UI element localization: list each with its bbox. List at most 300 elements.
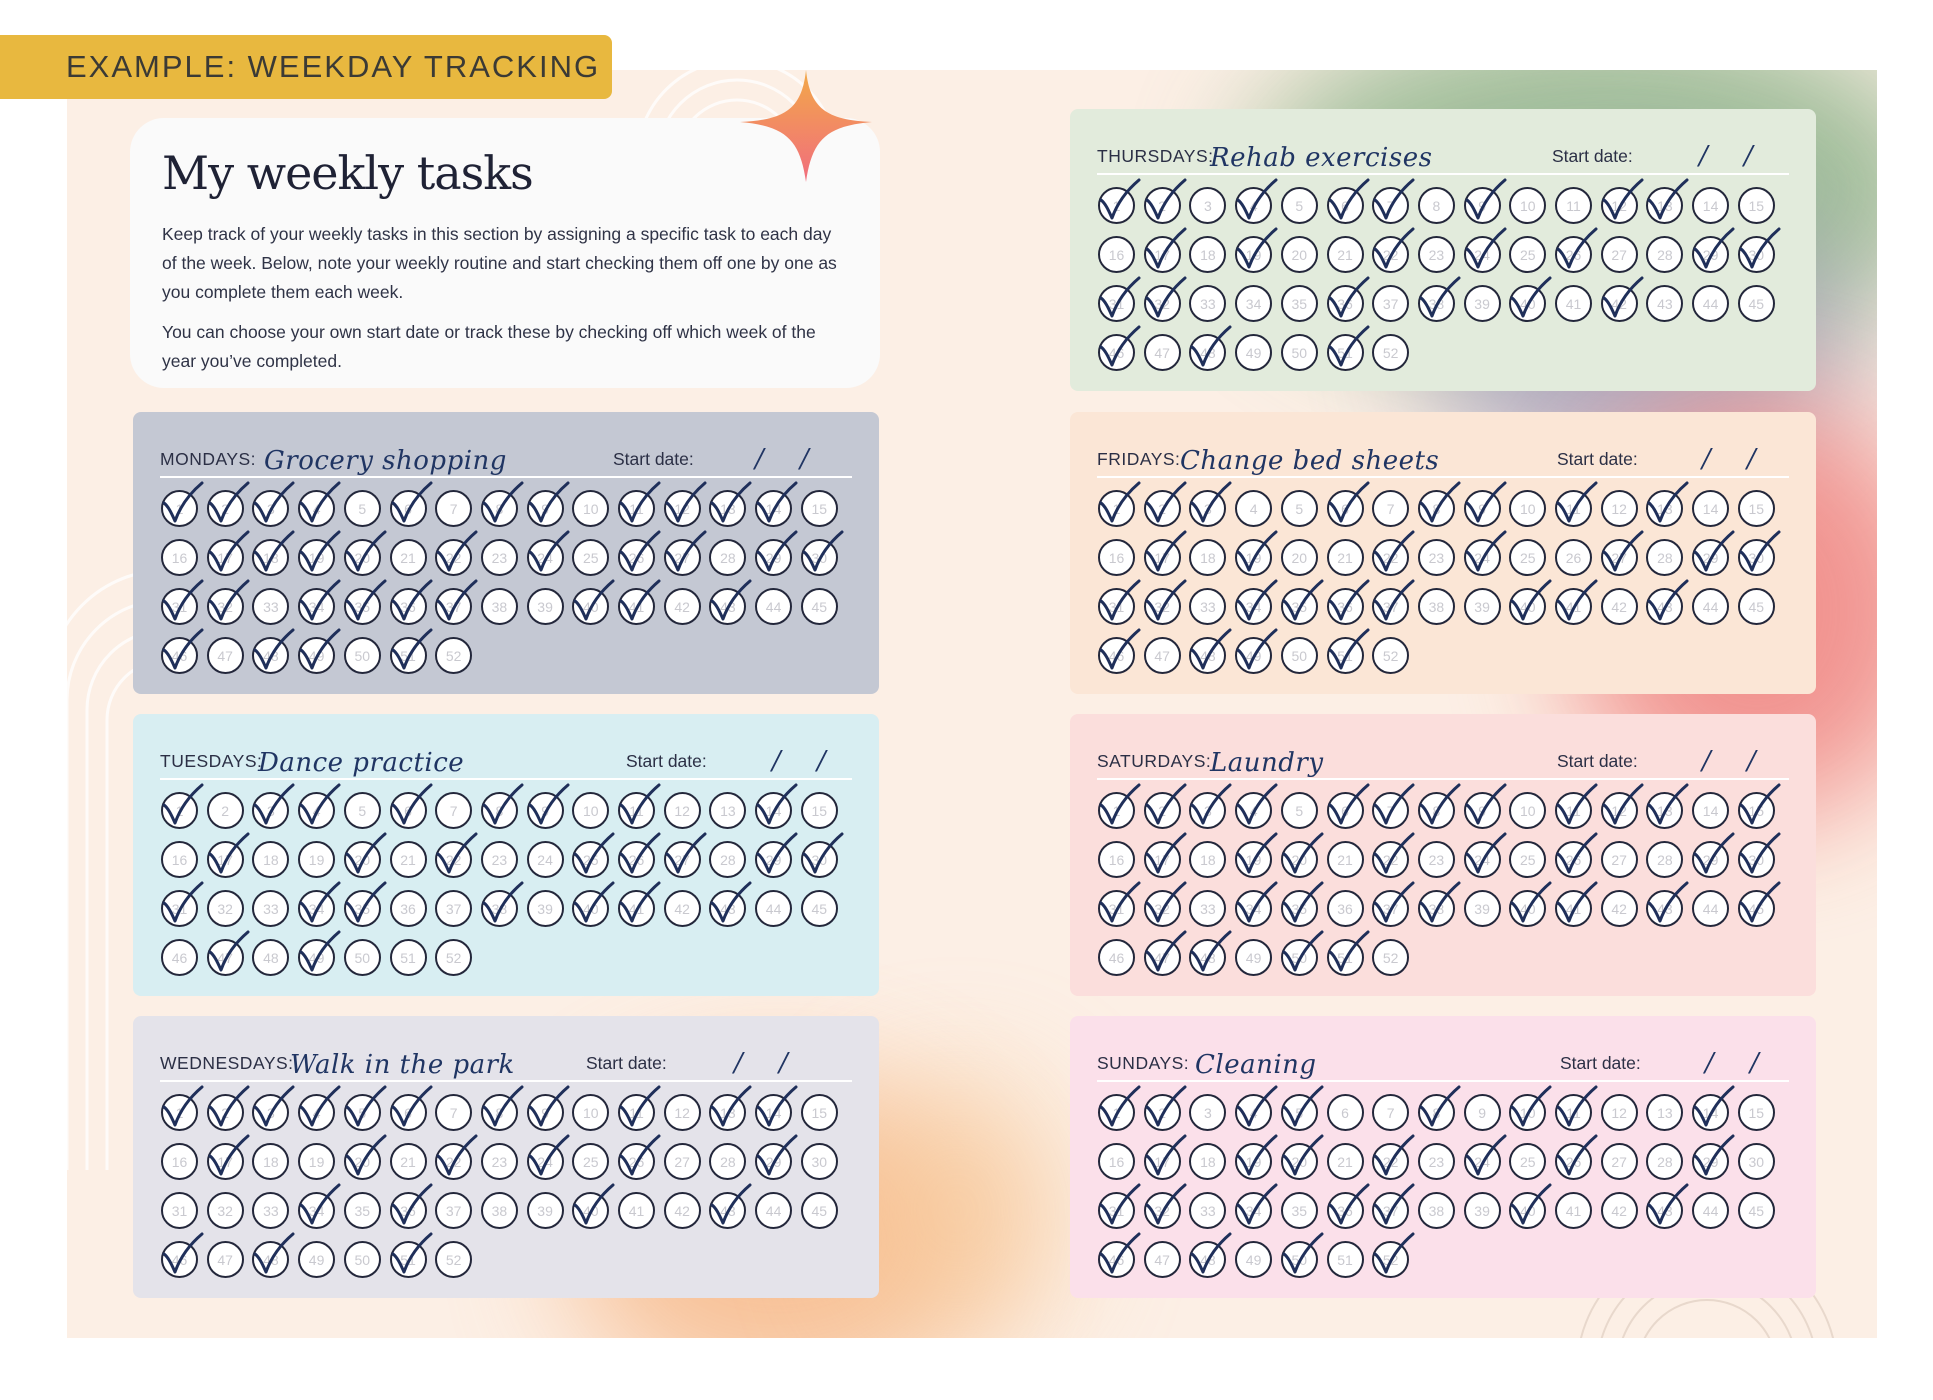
week-circle[interactable]: 27 <box>1601 236 1638 273</box>
week-circle[interactable]: 49 <box>298 637 335 674</box>
week-circle[interactable]: 13 <box>709 1094 746 1131</box>
week-circle[interactable]: 12 <box>664 490 701 527</box>
week-circle[interactable]: 26 <box>618 539 655 576</box>
week-circle[interactable]: 19 <box>1235 539 1272 576</box>
week-circle[interactable]: 34 <box>298 1192 335 1229</box>
week-circle[interactable]: 38 <box>481 588 518 625</box>
task-name[interactable]: Rehab exercises <box>1210 143 1433 173</box>
week-circle[interactable]: 37 <box>435 1192 472 1229</box>
week-circle[interactable]: 24 <box>527 539 564 576</box>
week-circle[interactable]: 37 <box>435 890 472 927</box>
week-circle[interactable]: 20 <box>344 841 381 878</box>
week-circle[interactable]: 45 <box>1738 285 1775 322</box>
week-circle[interactable]: 24 <box>1464 236 1501 273</box>
week-circle[interactable]: 44 <box>1692 1192 1729 1229</box>
week-circle[interactable]: 22 <box>1372 841 1409 878</box>
week-circle[interactable]: 24 <box>527 841 564 878</box>
week-circle[interactable]: 46 <box>161 939 198 976</box>
week-circle[interactable]: 41 <box>1555 285 1592 322</box>
week-circle[interactable]: 45 <box>1738 588 1775 625</box>
week-circle[interactable]: 15 <box>801 792 838 829</box>
week-circle[interactable]: 41 <box>618 890 655 927</box>
week-circle[interactable]: 45 <box>1738 890 1775 927</box>
week-circle[interactable]: 31 <box>161 1192 198 1229</box>
week-circle[interactable]: 49 <box>1235 939 1272 976</box>
week-circle[interactable]: 1 <box>161 792 198 829</box>
week-circle[interactable]: 44 <box>1692 285 1729 322</box>
week-circle[interactable]: 20 <box>1281 1143 1318 1180</box>
week-circle[interactable]: 8 <box>1418 490 1455 527</box>
start-date-separator[interactable]: / <box>755 444 764 474</box>
week-circle[interactable]: 6 <box>390 490 427 527</box>
week-circle[interactable]: 20 <box>344 1143 381 1180</box>
week-circle[interactable]: 11 <box>1555 187 1592 224</box>
week-circle[interactable]: 38 <box>1418 890 1455 927</box>
week-circle[interactable]: 5 <box>344 1094 381 1131</box>
week-circle[interactable]: 2 <box>1144 490 1181 527</box>
week-circle[interactable]: 37 <box>435 588 472 625</box>
week-circle[interactable]: 48 <box>252 939 289 976</box>
week-circle[interactable]: 51 <box>390 939 427 976</box>
start-date-separator[interactable]: / <box>1702 746 1711 776</box>
week-circle[interactable]: 40 <box>572 1192 609 1229</box>
week-circle[interactable]: 3 <box>252 1094 289 1131</box>
week-circle[interactable]: 34 <box>1235 890 1272 927</box>
week-circle[interactable]: 14 <box>1692 792 1729 829</box>
week-circle[interactable]: 25 <box>1509 1143 1546 1180</box>
week-circle[interactable]: 29 <box>1692 1143 1729 1180</box>
week-circle[interactable]: 40 <box>572 588 609 625</box>
task-name[interactable]: Cleaning <box>1195 1050 1317 1080</box>
week-circle[interactable]: 21 <box>390 539 427 576</box>
week-circle[interactable]: 51 <box>390 637 427 674</box>
week-circle[interactable]: 25 <box>1509 236 1546 273</box>
week-circle[interactable]: 9 <box>527 1094 564 1131</box>
week-circle[interactable]: 28 <box>1646 539 1683 576</box>
week-circle[interactable]: 23 <box>1418 841 1455 878</box>
week-circle[interactable]: 10 <box>572 490 609 527</box>
week-circle[interactable]: 6 <box>390 792 427 829</box>
week-circle[interactable]: 31 <box>1098 588 1135 625</box>
week-circle[interactable]: 7 <box>435 1094 472 1131</box>
start-date-separator[interactable]: / <box>1747 444 1756 474</box>
week-circle[interactable]: 46 <box>1098 939 1135 976</box>
week-circle[interactable]: 28 <box>709 539 746 576</box>
week-circle[interactable]: 47 <box>207 637 244 674</box>
week-circle[interactable]: 24 <box>1464 841 1501 878</box>
week-circle[interactable]: 45 <box>801 588 838 625</box>
week-circle[interactable]: 15 <box>801 1094 838 1131</box>
week-circle[interactable]: 48 <box>1189 334 1226 371</box>
week-circle[interactable]: 29 <box>1692 539 1729 576</box>
week-circle[interactable]: 8 <box>1418 792 1455 829</box>
week-circle[interactable]: 38 <box>1418 285 1455 322</box>
week-circle[interactable]: 50 <box>1281 939 1318 976</box>
week-circle[interactable]: 4 <box>298 490 335 527</box>
week-circle[interactable]: 52 <box>435 637 472 674</box>
week-circle[interactable]: 43 <box>709 1192 746 1229</box>
week-circle[interactable]: 9 <box>1464 490 1501 527</box>
week-circle[interactable]: 48 <box>252 637 289 674</box>
week-circle[interactable]: 34 <box>298 588 335 625</box>
week-circle[interactable]: 27 <box>1601 539 1638 576</box>
week-circle[interactable]: 42 <box>664 588 701 625</box>
week-circle[interactable]: 19 <box>1235 841 1272 878</box>
week-circle[interactable]: 50 <box>344 1241 381 1278</box>
week-circle[interactable]: 6 <box>1327 792 1364 829</box>
week-circle[interactable]: 42 <box>1601 588 1638 625</box>
week-circle[interactable]: 4 <box>1235 490 1272 527</box>
week-circle[interactable]: 27 <box>1601 1143 1638 1180</box>
week-circle[interactable]: 39 <box>527 588 564 625</box>
week-circle[interactable]: 36 <box>1327 890 1364 927</box>
week-circle[interactable]: 12 <box>1601 1094 1638 1131</box>
week-circle[interactable]: 17 <box>1144 841 1181 878</box>
week-circle[interactable]: 43 <box>1646 285 1683 322</box>
week-circle[interactable]: 30 <box>1738 236 1775 273</box>
week-circle[interactable]: 30 <box>801 539 838 576</box>
week-circle[interactable]: 23 <box>1418 1143 1455 1180</box>
week-circle[interactable]: 34 <box>1235 588 1272 625</box>
week-circle[interactable]: 33 <box>1189 285 1226 322</box>
week-circle[interactable]: 33 <box>252 1192 289 1229</box>
week-circle[interactable]: 29 <box>1692 236 1729 273</box>
week-circle[interactable]: 3 <box>252 490 289 527</box>
week-circle[interactable]: 5 <box>344 490 381 527</box>
week-circle[interactable]: 36 <box>390 890 427 927</box>
week-circle[interactable]: 8 <box>1418 187 1455 224</box>
week-circle[interactable]: 17 <box>1144 236 1181 273</box>
week-circle[interactable]: 52 <box>1372 334 1409 371</box>
week-circle[interactable]: 13 <box>1646 792 1683 829</box>
task-name[interactable]: Change bed sheets <box>1180 446 1440 476</box>
week-circle[interactable]: 23 <box>1418 539 1455 576</box>
week-circle[interactable]: 21 <box>390 841 427 878</box>
week-circle[interactable]: 38 <box>481 890 518 927</box>
week-circle[interactable]: 11 <box>618 1094 655 1131</box>
week-circle[interactable]: 5 <box>1281 1094 1318 1131</box>
week-circle[interactable]: 46 <box>1098 1241 1135 1278</box>
week-circle[interactable]: 51 <box>1327 334 1364 371</box>
task-name[interactable]: Dance practice <box>258 748 465 778</box>
week-circle[interactable]: 52 <box>435 1241 472 1278</box>
start-date-separator[interactable]: / <box>1699 141 1708 171</box>
week-circle[interactable]: 42 <box>1601 890 1638 927</box>
week-circle[interactable]: 41 <box>1555 890 1592 927</box>
week-circle[interactable]: 37 <box>1372 588 1409 625</box>
week-circle[interactable]: 14 <box>1692 187 1729 224</box>
week-circle[interactable]: 11 <box>1555 792 1592 829</box>
week-circle[interactable]: 3 <box>1189 1094 1226 1131</box>
week-circle[interactable]: 6 <box>1327 490 1364 527</box>
week-circle[interactable]: 4 <box>298 792 335 829</box>
week-circle[interactable]: 21 <box>1327 841 1364 878</box>
week-circle[interactable]: 32 <box>1144 285 1181 322</box>
week-circle[interactable]: 18 <box>1189 539 1226 576</box>
week-circle[interactable]: 52 <box>1372 939 1409 976</box>
week-circle[interactable]: 44 <box>755 1192 792 1229</box>
week-circle[interactable]: 39 <box>1464 285 1501 322</box>
task-name[interactable]: Laundry <box>1210 748 1324 778</box>
week-circle[interactable]: 28 <box>1646 1143 1683 1180</box>
week-circle[interactable]: 27 <box>664 841 701 878</box>
week-circle[interactable]: 16 <box>161 1143 198 1180</box>
week-circle[interactable]: 15 <box>801 490 838 527</box>
week-circle[interactable]: 50 <box>344 939 381 976</box>
week-circle[interactable]: 14 <box>1692 490 1729 527</box>
week-circle[interactable]: 26 <box>1555 841 1592 878</box>
week-circle[interactable]: 13 <box>1646 1094 1683 1131</box>
week-circle[interactable]: 1 <box>1098 1094 1135 1131</box>
week-circle[interactable]: 40 <box>1509 588 1546 625</box>
week-circle[interactable]: 49 <box>298 1241 335 1278</box>
week-circle[interactable]: 10 <box>1509 490 1546 527</box>
week-circle[interactable]: 8 <box>481 490 518 527</box>
week-circle[interactable]: 46 <box>161 1241 198 1278</box>
week-circle[interactable]: 39 <box>1464 1192 1501 1229</box>
week-circle[interactable]: 41 <box>618 588 655 625</box>
week-circle[interactable]: 4 <box>1235 1094 1272 1131</box>
week-circle[interactable]: 32 <box>207 890 244 927</box>
week-circle[interactable]: 11 <box>618 792 655 829</box>
week-circle[interactable]: 23 <box>481 1143 518 1180</box>
week-circle[interactable]: 1 <box>161 1094 198 1131</box>
week-circle[interactable]: 36 <box>390 588 427 625</box>
week-circle[interactable]: 2 <box>1144 792 1181 829</box>
week-circle[interactable]: 18 <box>252 539 289 576</box>
week-circle[interactable]: 16 <box>1098 841 1135 878</box>
week-circle[interactable]: 41 <box>618 1192 655 1229</box>
start-date-separator[interactable]: / <box>1750 1048 1759 1078</box>
week-circle[interactable]: 30 <box>1738 1143 1775 1180</box>
week-circle[interactable]: 22 <box>435 1143 472 1180</box>
week-circle[interactable]: 28 <box>1646 236 1683 273</box>
week-circle[interactable]: 12 <box>664 1094 701 1131</box>
week-circle[interactable]: 29 <box>755 1143 792 1180</box>
week-circle[interactable]: 1 <box>1098 187 1135 224</box>
week-circle[interactable]: 34 <box>1235 1192 1272 1229</box>
week-circle[interactable]: 26 <box>1555 539 1592 576</box>
week-circle[interactable]: 3 <box>1189 490 1226 527</box>
week-circle[interactable]: 38 <box>481 1192 518 1229</box>
week-circle[interactable]: 41 <box>1555 1192 1592 1229</box>
week-circle[interactable]: 26 <box>1555 236 1592 273</box>
week-circle[interactable]: 13 <box>709 490 746 527</box>
week-circle[interactable]: 40 <box>1509 890 1546 927</box>
week-circle[interactable]: 13 <box>709 792 746 829</box>
week-circle[interactable]: 42 <box>1601 285 1638 322</box>
week-circle[interactable]: 7 <box>1372 1094 1409 1131</box>
week-circle[interactable]: 47 <box>207 1241 244 1278</box>
week-circle[interactable]: 33 <box>252 588 289 625</box>
week-circle[interactable]: 2 <box>207 490 244 527</box>
week-circle[interactable]: 29 <box>755 841 792 878</box>
week-circle[interactable]: 4 <box>1235 792 1272 829</box>
start-date-separator[interactable]: / <box>772 746 781 776</box>
week-circle[interactable]: 36 <box>390 1192 427 1229</box>
week-circle[interactable]: 15 <box>1738 187 1775 224</box>
week-circle[interactable]: 51 <box>390 1241 427 1278</box>
week-circle[interactable]: 16 <box>1098 1143 1135 1180</box>
week-circle[interactable]: 4 <box>1235 187 1272 224</box>
week-circle[interactable]: 11 <box>1555 490 1592 527</box>
week-circle[interactable]: 17 <box>207 1143 244 1180</box>
week-circle[interactable]: 3 <box>252 792 289 829</box>
week-circle[interactable]: 34 <box>1235 285 1272 322</box>
week-circle[interactable]: 52 <box>1372 1241 1409 1278</box>
week-circle[interactable]: 18 <box>252 1143 289 1180</box>
week-circle[interactable]: 16 <box>161 841 198 878</box>
week-circle[interactable]: 45 <box>1738 1192 1775 1229</box>
week-circle[interactable]: 35 <box>1281 285 1318 322</box>
week-circle[interactable]: 12 <box>1601 490 1638 527</box>
week-circle[interactable]: 5 <box>344 792 381 829</box>
week-circle[interactable]: 33 <box>252 890 289 927</box>
week-circle[interactable]: 28 <box>709 1143 746 1180</box>
week-circle[interactable]: 24 <box>1464 539 1501 576</box>
week-circle[interactable]: 24 <box>1464 1143 1501 1180</box>
week-circle[interactable]: 19 <box>298 841 335 878</box>
week-circle[interactable]: 4 <box>298 1094 335 1131</box>
week-circle[interactable]: 25 <box>572 1143 609 1180</box>
week-circle[interactable]: 14 <box>1692 1094 1729 1131</box>
week-circle[interactable]: 2 <box>1144 187 1181 224</box>
week-circle[interactable]: 52 <box>435 939 472 976</box>
week-circle[interactable]: 51 <box>1327 1241 1364 1278</box>
week-circle[interactable]: 12 <box>1601 792 1638 829</box>
week-circle[interactable]: 46 <box>1098 334 1135 371</box>
week-circle[interactable]: 43 <box>1646 1192 1683 1229</box>
start-date-separator[interactable]: / <box>1702 444 1711 474</box>
week-circle[interactable]: 40 <box>1509 1192 1546 1229</box>
start-date-separator[interactable]: / <box>1747 746 1756 776</box>
week-circle[interactable]: 35 <box>1281 1192 1318 1229</box>
week-circle[interactable]: 2 <box>207 792 244 829</box>
week-circle[interactable]: 24 <box>527 1143 564 1180</box>
week-circle[interactable]: 42 <box>1601 1192 1638 1229</box>
week-circle[interactable]: 33 <box>1189 588 1226 625</box>
week-circle[interactable]: 23 <box>1418 236 1455 273</box>
week-circle[interactable]: 17 <box>207 539 244 576</box>
week-circle[interactable]: 6 <box>1327 187 1364 224</box>
start-date-separator[interactable]: / <box>1744 141 1753 171</box>
week-circle[interactable]: 14 <box>755 490 792 527</box>
week-circle[interactable]: 32 <box>1144 1192 1181 1229</box>
week-circle[interactable]: 37 <box>1372 285 1409 322</box>
week-circle[interactable]: 7 <box>1372 187 1409 224</box>
week-circle[interactable]: 15 <box>1738 792 1775 829</box>
week-circle[interactable]: 38 <box>1418 588 1455 625</box>
week-circle[interactable]: 17 <box>1144 1143 1181 1180</box>
week-circle[interactable]: 8 <box>481 1094 518 1131</box>
week-circle[interactable]: 25 <box>1509 539 1546 576</box>
week-circle[interactable]: 28 <box>1646 841 1683 878</box>
week-circle[interactable]: 22 <box>435 841 472 878</box>
week-circle[interactable]: 14 <box>755 792 792 829</box>
week-circle[interactable]: 3 <box>1189 187 1226 224</box>
week-circle[interactable]: 22 <box>1372 1143 1409 1180</box>
week-circle[interactable]: 12 <box>1601 187 1638 224</box>
week-circle[interactable]: 30 <box>801 841 838 878</box>
week-circle[interactable]: 21 <box>390 1143 427 1180</box>
week-circle[interactable]: 11 <box>1555 1094 1592 1131</box>
week-circle[interactable]: 11 <box>618 490 655 527</box>
week-circle[interactable]: 47 <box>207 939 244 976</box>
week-circle[interactable]: 17 <box>1144 539 1181 576</box>
week-circle[interactable]: 7 <box>1372 792 1409 829</box>
week-circle[interactable]: 40 <box>1509 285 1546 322</box>
week-circle[interactable]: 12 <box>664 792 701 829</box>
week-circle[interactable]: 43 <box>1646 890 1683 927</box>
week-circle[interactable]: 18 <box>1189 236 1226 273</box>
week-circle[interactable]: 30 <box>1738 841 1775 878</box>
week-circle[interactable]: 39 <box>527 890 564 927</box>
week-circle[interactable]: 31 <box>1098 890 1135 927</box>
week-circle[interactable]: 27 <box>1601 841 1638 878</box>
week-circle[interactable]: 25 <box>572 539 609 576</box>
week-circle[interactable]: 18 <box>252 841 289 878</box>
week-circle[interactable]: 29 <box>1692 841 1729 878</box>
week-circle[interactable]: 10 <box>1509 187 1546 224</box>
week-circle[interactable]: 28 <box>709 841 746 878</box>
week-circle[interactable]: 27 <box>664 1143 701 1180</box>
week-circle[interactable]: 19 <box>298 1143 335 1180</box>
week-circle[interactable]: 19 <box>1235 236 1272 273</box>
week-circle[interactable]: 32 <box>1144 890 1181 927</box>
week-circle[interactable]: 21 <box>1327 539 1364 576</box>
week-circle[interactable]: 18 <box>1189 841 1226 878</box>
week-circle[interactable]: 8 <box>481 792 518 829</box>
week-circle[interactable]: 32 <box>1144 588 1181 625</box>
week-circle[interactable]: 38 <box>1418 1192 1455 1229</box>
week-circle[interactable]: 49 <box>1235 637 1272 674</box>
week-circle[interactable]: 30 <box>1738 539 1775 576</box>
week-circle[interactable]: 27 <box>664 539 701 576</box>
week-circle[interactable]: 2 <box>207 1094 244 1131</box>
week-circle[interactable]: 48 <box>1189 939 1226 976</box>
week-circle[interactable]: 33 <box>1189 1192 1226 1229</box>
week-circle[interactable]: 33 <box>1189 890 1226 927</box>
week-circle[interactable]: 37 <box>1372 1192 1409 1229</box>
week-circle[interactable]: 42 <box>664 1192 701 1229</box>
week-circle[interactable]: 49 <box>1235 334 1272 371</box>
week-circle[interactable]: 1 <box>1098 792 1135 829</box>
week-circle[interactable]: 48 <box>1189 637 1226 674</box>
week-circle[interactable]: 46 <box>1098 637 1135 674</box>
week-circle[interactable]: 39 <box>1464 588 1501 625</box>
week-circle[interactable]: 20 <box>344 539 381 576</box>
week-circle[interactable]: 1 <box>161 490 198 527</box>
week-circle[interactable]: 16 <box>1098 539 1135 576</box>
week-circle[interactable]: 39 <box>1464 890 1501 927</box>
week-circle[interactable]: 35 <box>1281 890 1318 927</box>
week-circle[interactable]: 45 <box>801 1192 838 1229</box>
week-circle[interactable]: 31 <box>161 588 198 625</box>
week-circle[interactable]: 31 <box>1098 1192 1135 1229</box>
week-circle[interactable]: 32 <box>207 1192 244 1229</box>
week-circle[interactable]: 36 <box>1327 285 1364 322</box>
week-circle[interactable]: 22 <box>1372 539 1409 576</box>
week-circle[interactable]: 22 <box>435 539 472 576</box>
week-circle[interactable]: 6 <box>390 1094 427 1131</box>
week-circle[interactable]: 1 <box>1098 490 1135 527</box>
week-circle[interactable]: 7 <box>435 792 472 829</box>
week-circle[interactable]: 42 <box>664 890 701 927</box>
week-circle[interactable]: 44 <box>1692 588 1729 625</box>
week-circle[interactable]: 37 <box>1372 890 1409 927</box>
week-circle[interactable]: 22 <box>1372 236 1409 273</box>
week-circle[interactable]: 31 <box>1098 285 1135 322</box>
